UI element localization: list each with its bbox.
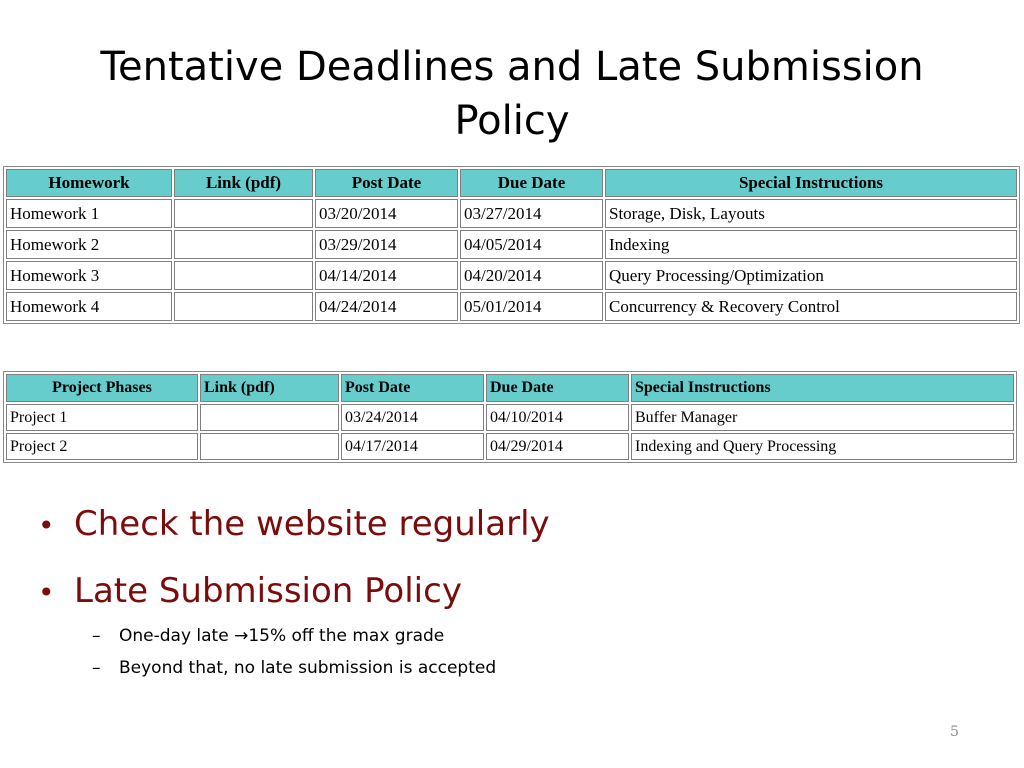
special-instructions-cell: Query Processing/Optimization bbox=[605, 261, 1017, 290]
bullet-text: Late Submission Policy bbox=[74, 571, 462, 611]
due-date-cell: 04/29/2014 bbox=[486, 433, 629, 460]
slide-title-line-2: Policy bbox=[454, 98, 570, 144]
special-instructions-cell: Indexing bbox=[605, 230, 1017, 259]
column-header-homework: Homework bbox=[6, 169, 172, 197]
link-cell bbox=[174, 199, 313, 228]
column-header-post-date: Post Date bbox=[341, 374, 484, 402]
column-header-link: Link (pdf) bbox=[200, 374, 339, 402]
bullet-text: Check the website regularly bbox=[74, 504, 550, 544]
page-number: 5 bbox=[950, 724, 959, 740]
special-instructions-cell: Buffer Manager bbox=[631, 404, 1014, 431]
sub-bullet-item bbox=[92, 625, 444, 647]
dash-glyph: – bbox=[92, 626, 101, 646]
post-date-cell: 03/24/2014 bbox=[341, 404, 484, 431]
post-date-cell: 04/14/2014 bbox=[315, 261, 458, 290]
column-header-due-date: Due Date bbox=[486, 374, 629, 402]
table-row bbox=[6, 261, 1017, 290]
special-instructions-cell: Concurrency & Recovery Control bbox=[605, 292, 1017, 321]
sub-bullet-text-before-arrow: One-day late bbox=[119, 626, 235, 646]
project-table-header-row bbox=[6, 374, 1014, 402]
project-name-cell: Project 1 bbox=[6, 404, 198, 431]
special-instructions-cell: Indexing and Query Processing bbox=[631, 433, 1014, 460]
homework-table-header-row bbox=[6, 169, 1017, 197]
project-table bbox=[3, 371, 1017, 463]
bullet-dot: • bbox=[38, 509, 55, 542]
dash-glyph: – bbox=[92, 658, 101, 678]
post-date-cell: 03/20/2014 bbox=[315, 199, 458, 228]
table-row bbox=[6, 433, 1014, 460]
homework-name-cell: Homework 4 bbox=[6, 292, 172, 321]
homework-table bbox=[3, 166, 1020, 324]
slide-title-line-1: Tentative Deadlines and Late Submission bbox=[100, 44, 924, 90]
column-header-due-date: Due Date bbox=[460, 169, 603, 197]
column-header-link: Link (pdf) bbox=[174, 169, 313, 197]
post-date-cell: 03/29/2014 bbox=[315, 230, 458, 259]
sub-bullet-text-after-arrow: 15% off the max grade bbox=[248, 626, 445, 646]
post-date-cell: 04/17/2014 bbox=[341, 433, 484, 460]
link-cell bbox=[174, 292, 313, 321]
homework-name-cell: Homework 3 bbox=[6, 261, 172, 290]
project-name-cell: Project 2 bbox=[6, 433, 198, 460]
table-row bbox=[6, 230, 1017, 259]
link-cell bbox=[174, 230, 313, 259]
sub-bullet-item bbox=[92, 657, 496, 679]
special-instructions-cell: Storage, Disk, Layouts bbox=[605, 199, 1017, 228]
table-row bbox=[6, 292, 1017, 321]
due-date-cell: 03/27/2014 bbox=[460, 199, 603, 228]
due-date-cell: 05/01/2014 bbox=[460, 292, 603, 321]
column-header-special-instructions: Special Instructions bbox=[605, 169, 1017, 197]
due-date-cell: 04/20/2014 bbox=[460, 261, 603, 290]
homework-name-cell: Homework 1 bbox=[6, 199, 172, 228]
bullet-item bbox=[38, 571, 462, 613]
bullet-item bbox=[38, 504, 550, 546]
column-header-post-date: Post Date bbox=[315, 169, 458, 197]
slide-title bbox=[0, 40, 1024, 148]
right-arrow-icon: → bbox=[234, 626, 249, 646]
link-cell bbox=[200, 433, 339, 460]
homework-name-cell: Homework 2 bbox=[6, 230, 172, 259]
due-date-cell: 04/10/2014 bbox=[486, 404, 629, 431]
table-row bbox=[6, 404, 1014, 431]
column-header-special-instructions: Special Instructions bbox=[631, 374, 1014, 402]
sub-bullet-text: Beyond that, no late submission is accepted bbox=[119, 658, 497, 678]
link-cell bbox=[174, 261, 313, 290]
bullet-dot: • bbox=[38, 576, 55, 609]
due-date-cell: 04/05/2014 bbox=[460, 230, 603, 259]
table-row bbox=[6, 199, 1017, 228]
post-date-cell: 04/24/2014 bbox=[315, 292, 458, 321]
column-header-project-phases: Project Phases bbox=[6, 374, 198, 402]
link-cell bbox=[200, 404, 339, 431]
